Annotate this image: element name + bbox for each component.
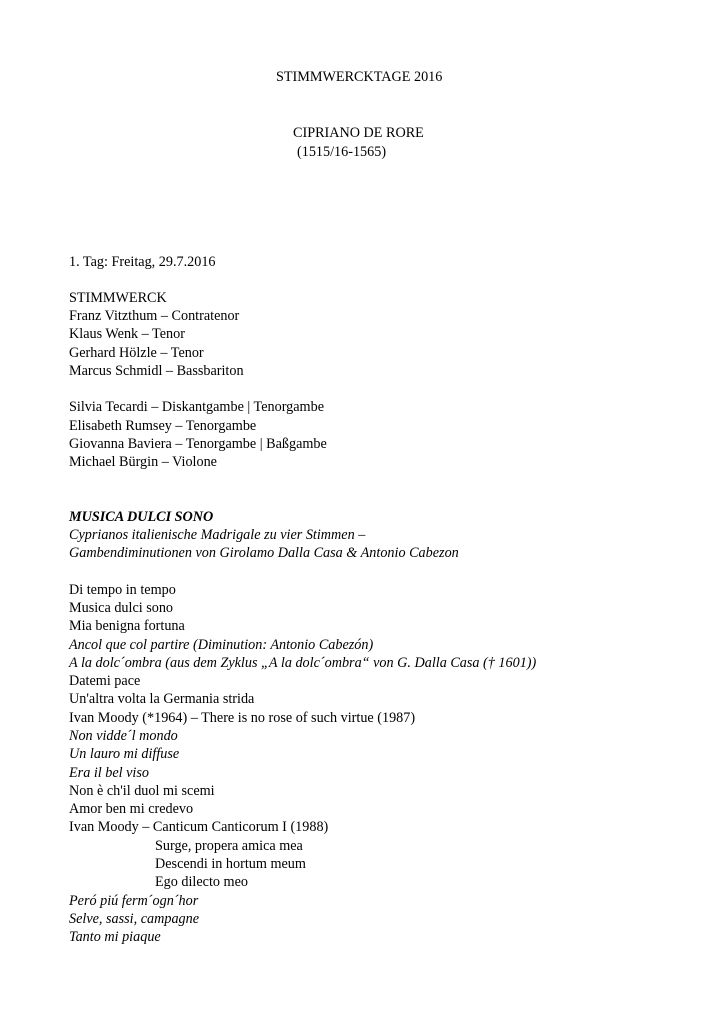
singer-line: Franz Vitzthum – Contratenor [69,308,240,324]
program-item: Era il bel viso [69,765,149,781]
program-item: Ivan Moody – Canticum Canticorum I (1988) [69,819,329,835]
program-item: Non è ch'il duol mi scemi [69,783,215,799]
composer-dates: (1515/16-1565) [297,144,387,160]
program-item: Non vidde´l mondo [69,728,178,744]
program-item: Mia benigna fortuna [69,618,185,634]
instrumentalist-line: Silvia Tecardi – Diskantgambe | Tenorgambe [69,399,324,415]
program-item: Musica dulci sono [69,600,174,616]
program-subitem: Surge, propera amica mea [155,838,303,854]
singer-line: Gerhard Hölzle – Tenor [69,345,204,361]
program-item: Ancol que col partire (Diminution: Antonio Cabezón) [69,637,374,653]
singer-line: Marcus Schmidl – Bassbariton [69,363,244,379]
program-item: Tanto mi piaque [69,929,161,945]
instrumentalist-line: Giovanna Baviera – Tenorgambe | Baßgambe [69,436,327,452]
program-item: Selve, sassi, campagne [69,911,200,927]
instrumentalist-line: Elisabeth Rumsey – Tenorgambe [69,418,257,434]
ensemble-name: STIMMWERCK [69,290,167,306]
program-item: A la dolc´ombra (aus dem Zyklus „A la dolc´ombra“ von G. Dalla Casa († 1601)) [69,655,537,671]
program-subtitle: Gambendiminutionen von Girolamo Dalla Casa & Antonio Cabezon [69,545,459,561]
event-title: STIMMWERCKTAGE 2016 [276,69,443,85]
program-item: Ivan Moody (*1964) – There is no rose of such virtue (1987) [69,710,416,726]
singer-line: Klaus Wenk – Tenor [69,326,185,342]
program-item: Peró piú ferm´ogn´hor [69,893,199,909]
program-item: Amor ben mi credevo [69,801,194,817]
program-item: Di tempo in tempo [69,582,176,598]
program-subtitle: Cyprianos italienische Madrigale zu vier Stimmen – [69,527,366,543]
program-subitem: Ego dilecto meo [155,874,248,890]
composer-name: CIPRIANO DE RORE [293,125,424,141]
program-item: Un lauro mi diffuse [69,746,180,762]
day-heading: 1. Tag: Freitag, 29.7.2016 [69,254,216,270]
program-item: Un'altra volta la Germania strida [69,691,255,707]
program-subitem: Descendi in hortum meum [155,856,306,872]
program-title: MUSICA DULCI SONO [69,509,214,525]
instrumentalist-line: Michael Bürgin – Violone [69,454,217,470]
program-item: Datemi pace [69,673,141,689]
